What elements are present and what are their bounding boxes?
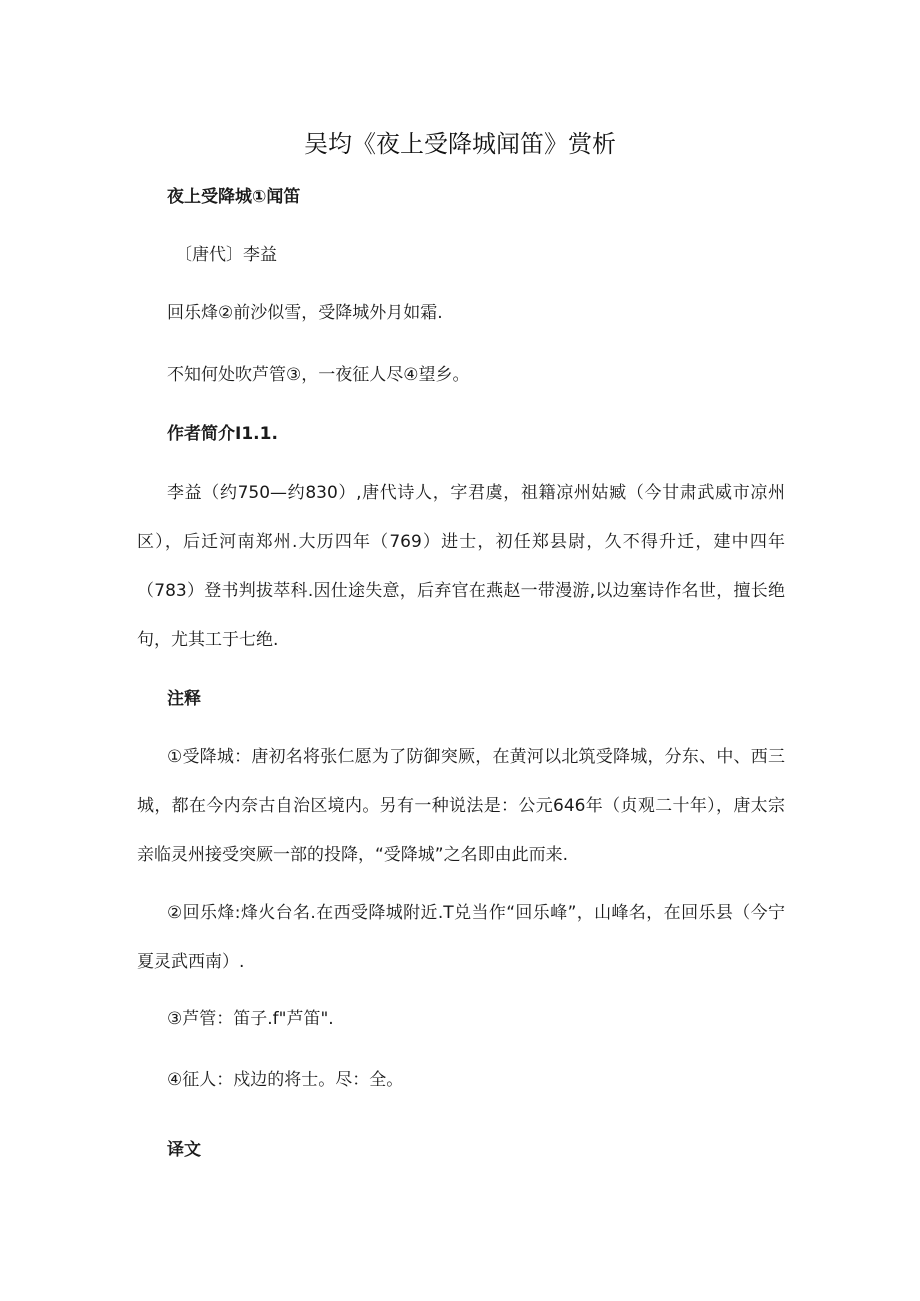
author-intro-text: 李益（约750—约830）,唐代诗人，字君虞，祖籍凉州姑臧（今甘肃武威市凉州区），后迁河南郑州.大历四年（769）进士，初任郑县尉，久不得升迁，建中四年（783）登书判拔萃科.因仕途失意，后弃官在燕赵一带漫游,以边塞诗作名世，擅长绝句，尤其工于七绝. <box>137 483 785 650</box>
poem-heading: 夜上受降城①闻笛 <box>167 187 301 207</box>
poem-line-1: 回乐烽②前沙似雪，受降城外月如霜. <box>167 303 443 323</box>
note-item: ④征人：戍边的将士。尽：全。 <box>167 1070 404 1090</box>
translation-heading: 译文 <box>167 1140 201 1160</box>
author-intro-heading: 作者简介I1.1. <box>167 424 278 444</box>
poem-author: 〔唐代〕李益 <box>175 245 277 265</box>
document-title: 吴均《夜上受降城闻笛》赏析 <box>304 130 616 158</box>
note-item: ①受降城：唐初名将张仁愿为了防御突厥，在黄河以北筑受降城，分东、中、西三城，都在今内奈古自治区境内。另有一种说法是：公元646年（贞观二十年），唐太宗亲临灵州接受突厥一部的投降，“受降城”之名即由此而来. <box>137 747 785 865</box>
note-item: ③芦管：笛子.f"芦笛". <box>167 1009 334 1029</box>
note-item: ②回乐烽:烽火台名.在西受降城附近.T兑当作“回乐峰”，山峰名，在回乐县（今宁夏灵武西南）. <box>137 903 785 972</box>
poem-line-2: 不知何处吹芦管③，一夜征人尽④望乡。 <box>167 365 470 385</box>
notes-heading: 注释 <box>167 689 201 709</box>
